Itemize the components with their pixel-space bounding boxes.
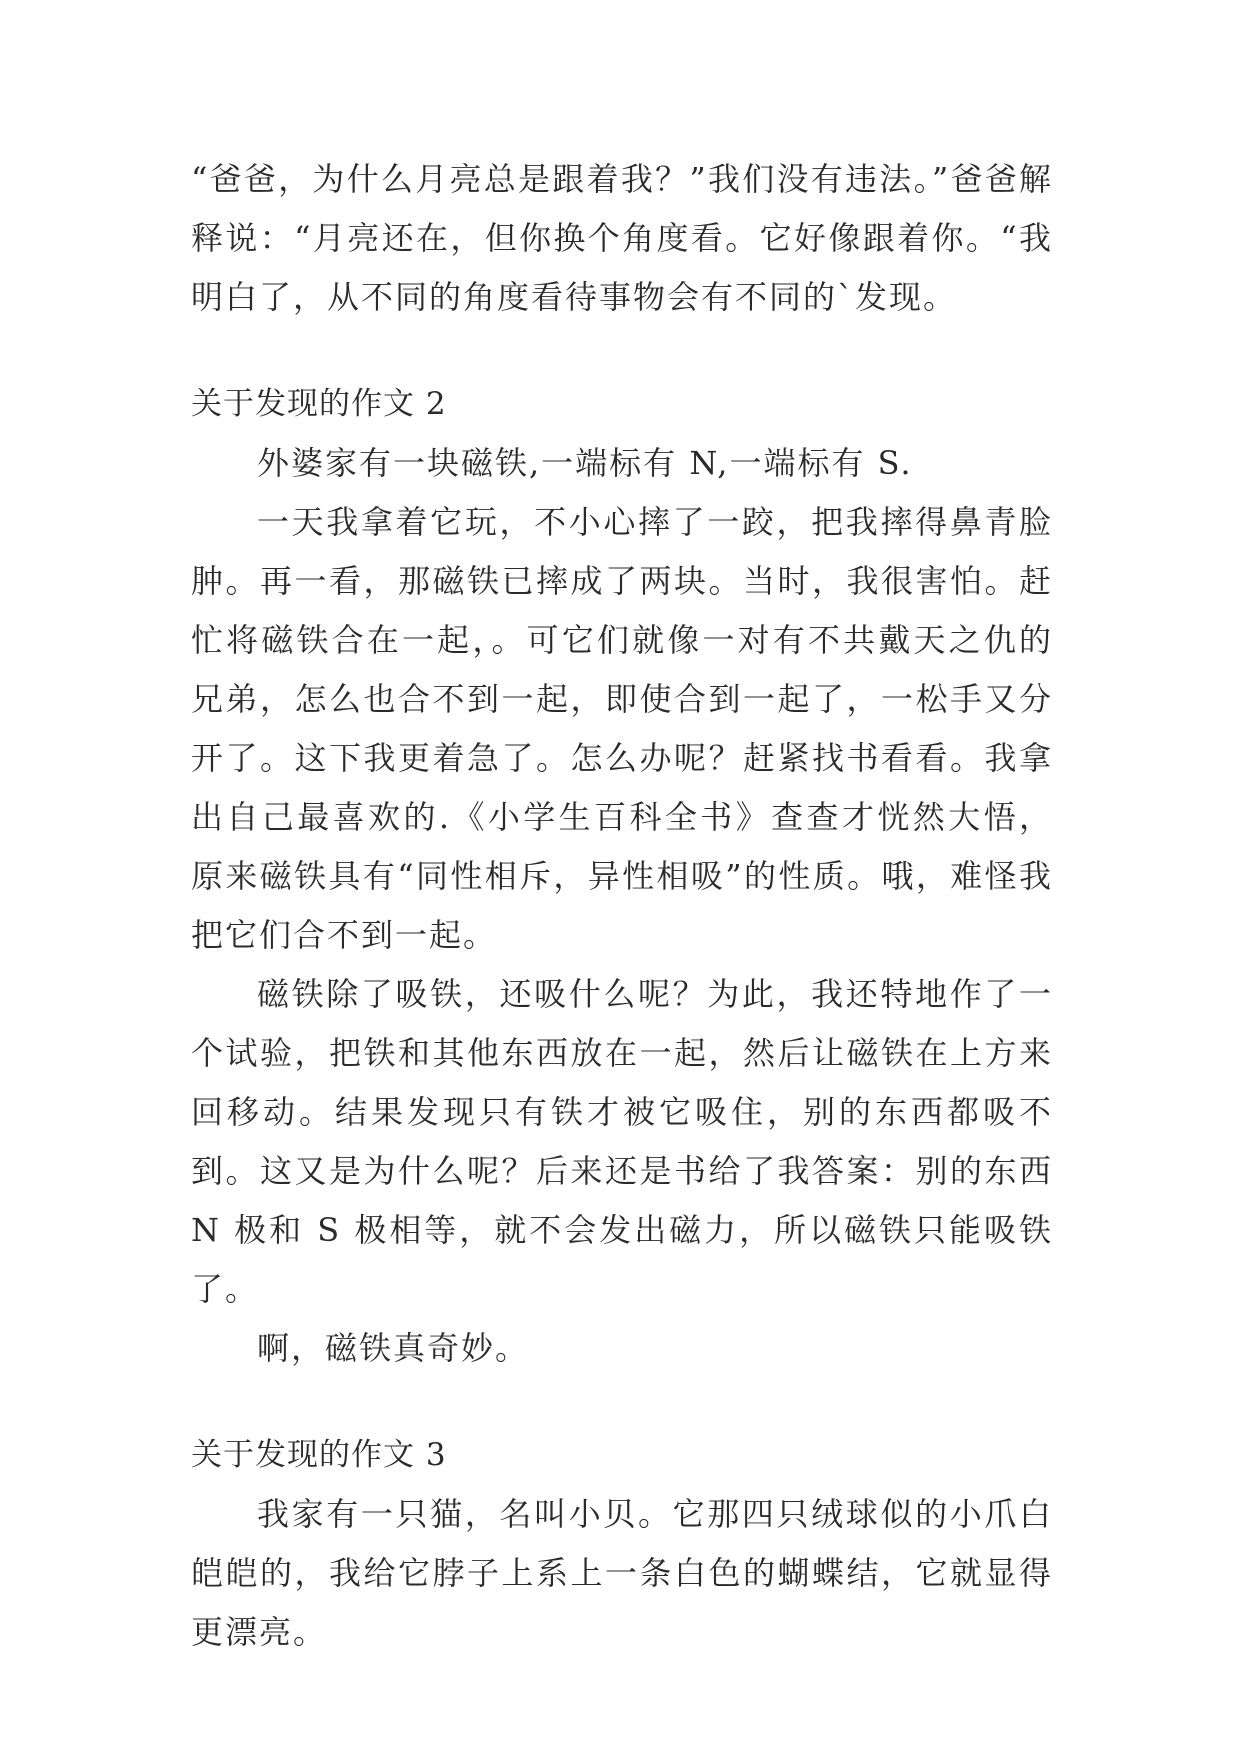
section-2-paragraph-3: 磁铁除了吸铁，还吸什么呢？为此，我还特地作了一个试验，把铁和其他东西放在一起，然后让磁铁在上方来回移动。结果发现只有铁才被它吸住，别的东西都吸不到。这又是为什么呢？后来还是书给了我答案：别的东西 N 极和 S 极相等，就不会发出磁力，所以磁铁只能吸铁了。 [191, 975, 1053, 1308]
document-page [191, 150, 1053, 1662]
section-2-heading: 关于发现的作文 2 [191, 386, 447, 422]
section-2-paragraph-1: 外婆家有一块磁铁,一端标有 N,一端标有 S. [257, 444, 913, 482]
section-2-paragraph-4: 啊，磁铁真奇妙。 [257, 1329, 530, 1367]
section-3-heading: 关于发现的作文 3 [191, 1437, 447, 1473]
section-2-paragraph-2: 一天我拿着它玩，不小心摔了一跤，把我摔得鼻青脸肿。再一看，那磁铁已摔成了两块。当时，我很害怕。赶忙将磁铁合在一起，。可它们就像一对有不共戴天之仇的兄弟，怎么也合不到一起，即使合到一起了，一松手又分开了。这下我更着急了。怎么办呢？赶紧找书看看。我拿出自己最喜欢的.《小学生百科全书》查查才恍然大悟，原来磁铁具有“同性相斥，异性相吸”的性质。哦，难怪我把它们合不到一起。 [191, 503, 1053, 954]
section-3-paragraph-1: 我家有一只猫，名叫小贝。它那四只绒球似的小爪白皑皑的，我给它脖子上系上一条白色的蝴蝶结，它就显得更漂亮。 [191, 1495, 1053, 1651]
intro-paragraph: “爸爸，为什么月亮总是跟着我？”我们没有违法。”爸爸解释说：“月亮还在，但你换个角度看。它好像跟着你。“我明白了，从不同的角度看待事物会有不同的`发现。 [191, 160, 1053, 316]
